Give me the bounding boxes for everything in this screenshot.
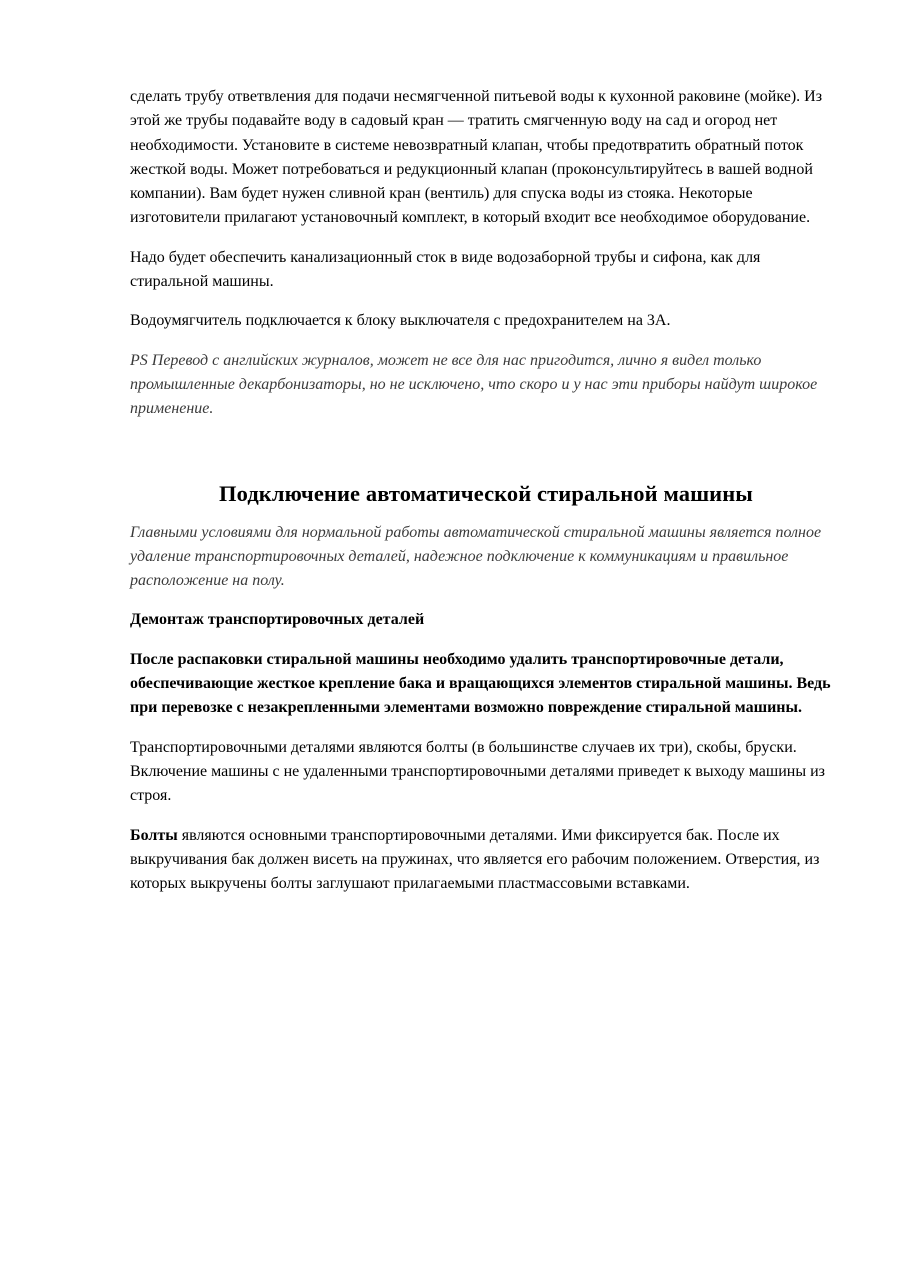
bolts-lead-term: Болты <box>130 826 178 844</box>
paragraph-electrical: Водоумягчитель подключается к блоку выключателя с предохранителем на 3А. <box>130 312 671 330</box>
paragraph-drain: Надо будет обеспечить канализационный сток в виде водозаборной трубы и сифона, как для стиральной машины. <box>130 248 761 291</box>
section-heading: Подключение автоматической стиральной машины <box>219 480 753 506</box>
bolts-text: являются основными транспортировочными деталями. Ими фиксируется бак. После их выкручивания бак должен висеть на пружинах, что является его рабочим положением. Отверстия, из которых выкручены болты заглушают прилагаемыми пластмассовыми вставками. <box>130 826 820 893</box>
paragraph-postscript: PS Перевод с английских журналов, может не все для нас пригодится, лично я видел только промышленные декарбонизаторы, но не исключено, что скоро и у нас эти приборы найдут широкое применение. <box>130 351 818 418</box>
subheading-transport-parts: Демонтаж транспортировочных деталей <box>130 611 425 629</box>
document-page <box>130 85 842 896</box>
section-intro: Главными условиями для нормальной работы автоматической стиральной машины является полное удаление транспортировочных деталей, надежное подключение к коммуникациям и правильное расположение на полу. <box>130 523 822 590</box>
paragraph-bolts <box>130 824 842 897</box>
paragraph-unpacking-warning: После распаковки стиральной машины необходимо удалить транспортировочные детали, обеспечивающие жесткое крепление бака и вращающихся элементов стиральной машины. Ведь при перевозке с незакрепленными элементами возможно повреждение стиральной машины. <box>130 650 831 717</box>
paragraph-water-softener-installation: сделать трубу ответвления для подачи несмягченной питьевой воды к кухонной раковине (мойке). Из этой же трубы подавайте воду в садовый кран — тратить смягченную воду на сад и огород нет необходимости. Установите в системе невозвратный клапан, чтобы предотвратить обратный поток жесткой воды. Может потребоваться и редукционный клапан (проконсультируйтесь в вашей водной компании). Вам будет нужен сливной кран (вентиль) для спуска воды из стояка. Некоторые изготовители прилагают установочный комплект, в который входит все необходимое оборудование. <box>130 88 823 227</box>
paragraph-transport-parts: Транспортировочными деталями являются болты (в большинстве случаев их три), скобы, бруски. Включение машины с не удаленными транспортировочными деталями приведет к выходу машины из строя. <box>130 738 825 805</box>
